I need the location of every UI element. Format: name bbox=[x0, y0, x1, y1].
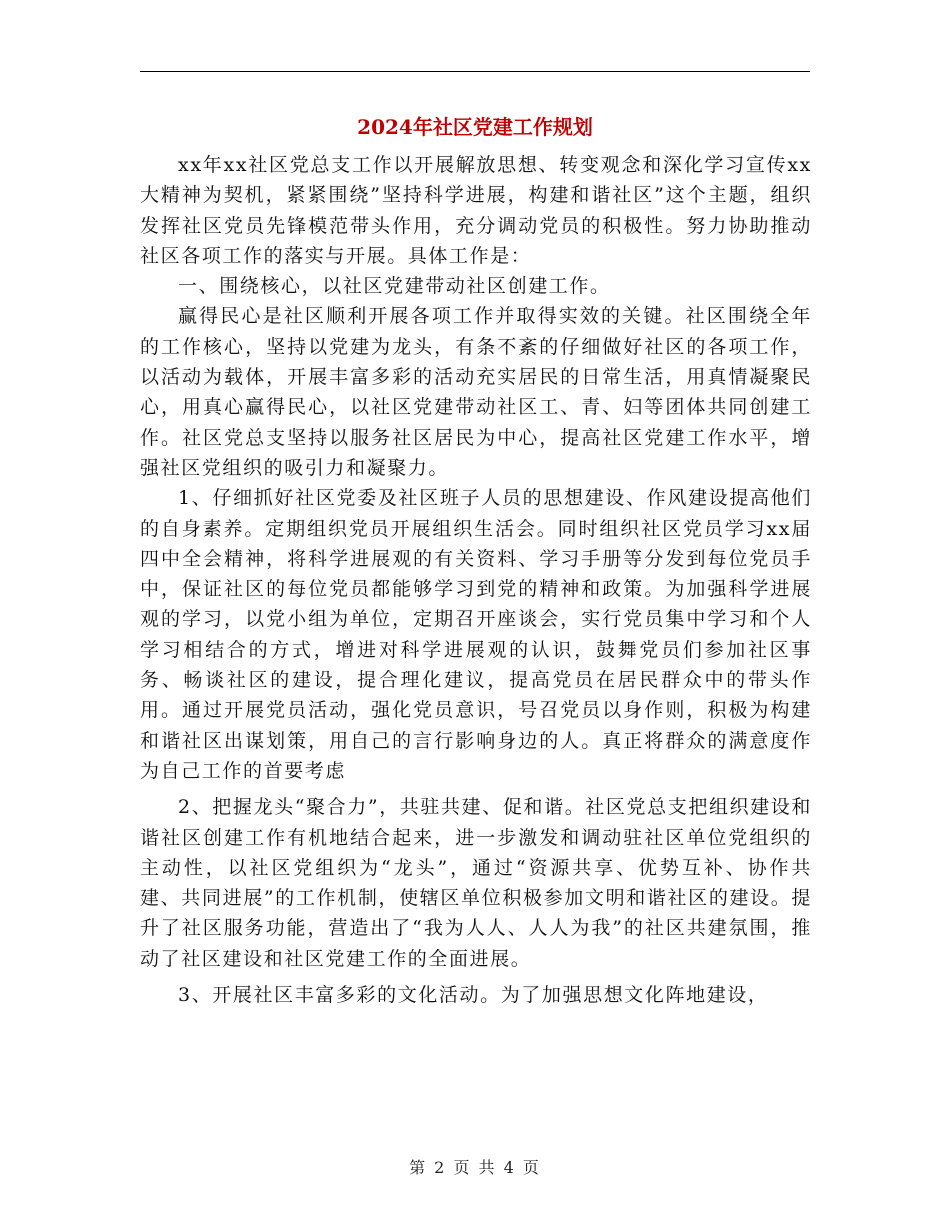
paragraph-item-1: 1、仔细抓好社区党委及社区班子人员的思想建设、作风建设提高他们的自身素养。定期组织党员开展组织生活会。同时组织社区党员学习xx届四中全会精神，将科学进展观的有关资料、学习手册等分发到每位党员手中，保证社区的每位党员都能够学习到党的精神和政策。为加强科学进展观的学习，以党小组为单位，定期召开座谈会，实行党员集中学习和个人学习相结合的方式，增进对科学进展观的认识，鼓舞党员们参加社区事务、畅谈社区的建设，提合理化建议，提高党员在居民群众中的带头作用。通过开展党员活动，强化党员意识，号召党员以身作则，积极为构建和谐社区出谋划策，用自己的言行影响身边的人。真正将群众的满意度作为自己工作的首要考虑 bbox=[140, 487, 812, 782]
paragraph-item-3: 3、开展社区丰富多彩的文化活动。为了加强思想文化阵地建设， bbox=[178, 984, 769, 1007]
document-title: 2024年社区党建工作规划 bbox=[357, 115, 593, 139]
paragraph-section-1: 赢得民心是社区顺利开展各项工作并取得实效的关键。社区围绕全年的工作核心，坚持以党建为龙头，有条不紊的仔细做好社区的各项工作，以活动为载体，开展丰富多彩的活动充实居民的日常生活，用真情凝聚民心，用真心赢得民心，以社区党建带动社区工、青、妇等团体共同创建工作。社区党总支坚持以服务社区居民为中心，提高社区党建工作水平，增强社区党组织的吸引力和凝聚力。 bbox=[140, 305, 812, 479]
section-heading-1: 一、围绕核心，以社区党建带动社区创建工作。 bbox=[178, 275, 611, 298]
page-number-footer: 第 2 页 共 4 页 bbox=[409, 1158, 541, 1177]
paragraph-intro: xx年xx社区党总支工作以开展解放思想、转变观念和深化学习宣传xx大精神为契机，紧紧围绕”坚持科学进展，构建和谐社区”这个主题，组织发挥社区党员先锋模范带头作用，充分调动党员的积极性。努力协助推动社区各项工作的落实与开展。具体工作是： bbox=[140, 154, 812, 267]
paragraph-item-2: 2、把握龙头“聚合力”，共驻共建、促和谐。社区党总支把组织建设和谐社区创建工作有机地结合起来，进一步激发和调动驻社区单位党组织的主动性，以社区党组织为“龙头”，通过“资源共享、优势互补、协作共建、共同进展”的工作机制，使辖区单位积极参加文明和谐社区的建设。提升了社区服务功能，营造出了“我为人人、人人为我”的社区共建氛围，推动了社区建设和社区党建工作的全面进展。 bbox=[140, 796, 812, 970]
header-rule bbox=[140, 71, 810, 72]
document-body bbox=[140, 150, 812, 1010]
